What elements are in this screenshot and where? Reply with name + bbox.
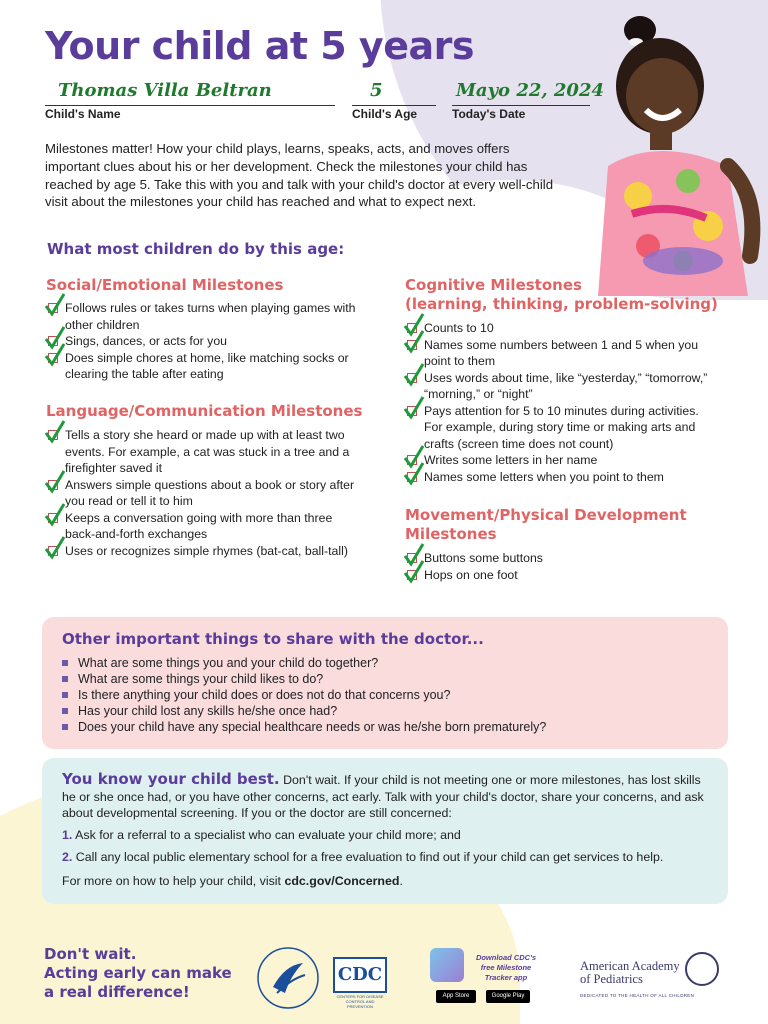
question-item: Has your child lost any skills he/she once had? xyxy=(62,703,546,719)
cognitive-title: Cognitive Milestones xyxy=(405,276,582,294)
cognitive-list xyxy=(405,320,710,485)
milestone-text: Writes some letters in her name xyxy=(424,453,598,467)
milestone-text: Counts to 10 xyxy=(424,321,494,335)
child-age-label: Child's Age xyxy=(352,107,418,121)
aap-logo-text xyxy=(580,960,680,986)
movement-list xyxy=(405,550,705,583)
page-title: Your child at 5 years xyxy=(45,24,474,68)
more-info-prefix: For more on how to help your child, visit xyxy=(62,874,285,888)
milestone-text: Follows rules or takes turns when playing games with other children xyxy=(65,301,356,332)
language-list xyxy=(46,427,364,559)
concerned-link[interactable]: cdc.gov/Concerned xyxy=(284,874,400,888)
milestone-item[interactable] xyxy=(46,350,356,383)
checkmark-icon xyxy=(44,535,66,561)
child-photo xyxy=(588,6,768,296)
dont-wait-slogan xyxy=(44,945,232,1002)
milestone-item[interactable] xyxy=(405,403,710,453)
milestone-tracker-app-icon[interactable] xyxy=(430,948,464,982)
milestone-text: Answers simple questions about a book or story after you read or tell it to him xyxy=(65,477,355,508)
child-age-line xyxy=(352,105,436,106)
aap-line-1: American Academy xyxy=(580,959,680,973)
milestone-text: Buttons some buttons xyxy=(424,551,543,565)
checkmark-icon xyxy=(403,559,425,585)
checkmark-icon xyxy=(403,362,425,388)
milestone-item[interactable] xyxy=(405,370,710,403)
cdc-logo xyxy=(333,957,387,993)
checkmark-icon xyxy=(44,292,66,318)
question-item: Does your child have any special healthcare needs or was he/she born prematurely? xyxy=(62,719,546,735)
step-1-number: 1. xyxy=(62,828,73,842)
more-info xyxy=(62,874,403,888)
milestone-text: Tells a story she heard or made up with at least two events. For example, a cat was stuck in a tree and a firefighter saved it xyxy=(65,428,350,475)
question-item: What are some things you and your child do together? xyxy=(62,655,546,671)
child-age-value[interactable]: 5 xyxy=(370,80,383,101)
know-body: Don't wait. If your child is not meeting one or more milestones, has lost skills he or she once had, or you have other concerns, act early. Talk with your child's doctor, share your concerns, and ask about developmental screening. If you or the doctor are still concerned: xyxy=(62,773,704,820)
know-paragraph xyxy=(62,771,712,822)
aap-tagline: DEDICATED TO THE HEALTH OF ALL CHILDREN xyxy=(580,993,695,998)
dont-wait-line-1: Don't wait. xyxy=(44,945,137,963)
cognitive-subtitle: (learning, thinking, problem-solving) xyxy=(405,294,718,313)
doctor-questions-heading: Other important things to share with the doctor... xyxy=(62,630,484,648)
child-name-line xyxy=(45,105,335,106)
milestone-item[interactable] xyxy=(405,320,710,337)
dont-wait-line-3: a real difference! xyxy=(44,983,190,1001)
app-store-badge[interactable]: App Store xyxy=(436,990,476,1003)
movement-heading: Movement/Physical Development Milestones xyxy=(405,506,687,543)
question-item: Is there anything your child does or does not do that concerns you? xyxy=(62,687,546,703)
social-heading: Social/Emotional Milestones xyxy=(46,276,284,294)
milestone-item[interactable] xyxy=(405,452,710,469)
today-date-value[interactable]: Mayo 22, 2024 xyxy=(456,80,604,101)
checkmark-icon xyxy=(403,461,425,487)
aap-seal-logo xyxy=(685,952,719,986)
milestone-text: Pays attention for 5 to 10 minutes during activities. For example, during story time or making arts and crafts (screen time does not count) xyxy=(424,403,699,451)
more-info-suffix: . xyxy=(399,874,403,888)
milestone-item[interactable] xyxy=(405,337,710,370)
milestone-text: Names some letters when you point to them xyxy=(424,469,664,484)
step-2-number: 2. xyxy=(62,850,73,864)
checkmark-icon xyxy=(44,469,66,495)
milestone-item[interactable] xyxy=(46,543,364,560)
social-list xyxy=(46,300,356,383)
milestone-text: Does simple chores at home, like matching socks or clearing the table after eating xyxy=(65,350,349,381)
doctor-questions-list xyxy=(62,655,546,735)
intro-paragraph: Milestones matter! How your child plays, learns, speaks, acts, and moves offers important clues about his or her development. Check the milestones your child has reached by age 5. Take this with you and talk with your child's doctor at every well-child visit about the milestones your child has reached and what to expect next. xyxy=(45,141,554,210)
aap-line-2: of Pediatrics xyxy=(580,972,643,986)
child-name-label: Child's Name xyxy=(45,107,121,121)
today-date-label: Today's Date xyxy=(452,107,526,121)
cdc-logo-text: CDC xyxy=(337,964,383,985)
milestone-text: Names some numbers between 1 and 5 when you point to them xyxy=(424,337,699,368)
milestone-item[interactable] xyxy=(405,567,705,584)
know-heading: You know your child best. xyxy=(62,770,280,788)
checkmark-icon xyxy=(44,342,66,368)
hhs-seal-logo xyxy=(255,945,321,1011)
checkmark-icon xyxy=(44,419,66,445)
child-name-value[interactable]: Thomas Villa Beltran xyxy=(58,80,272,101)
what-heading: What most children do by this age: xyxy=(47,240,345,258)
step-2-text: Call any local public elementary school for a free evaluation to find out if your child can get services to help. xyxy=(75,850,664,864)
milestone-text: Hops on one foot xyxy=(424,567,518,582)
checkmark-icon xyxy=(403,329,425,355)
app-line-2: free Milestone xyxy=(480,963,532,972)
app-line-3: Tracker app xyxy=(484,973,528,982)
milestone-item[interactable] xyxy=(46,510,364,543)
milestone-item[interactable] xyxy=(46,427,364,477)
milestone-item[interactable] xyxy=(46,300,356,333)
milestone-text: Keeps a conversation going with more than three back-and-forth exchanges xyxy=(65,510,333,541)
app-download-text xyxy=(470,953,542,983)
milestone-text: Uses words about time, like “yesterday,” “tomorrow,” “morning,” or “night” xyxy=(424,370,708,401)
app-line-1: Download CDC's xyxy=(475,953,537,962)
milestone-item[interactable] xyxy=(46,477,364,510)
milestone-item[interactable] xyxy=(46,333,356,350)
today-date-line xyxy=(452,105,590,106)
checkmark-icon xyxy=(403,395,425,421)
cdc-tagline: CENTERS FOR DISEASE CONTROL AND PREVENTION xyxy=(336,994,384,1009)
milestone-item[interactable] xyxy=(405,469,710,486)
question-item: What are some things your child likes to do? xyxy=(62,671,546,687)
step-2 xyxy=(62,850,663,864)
step-1-text: Ask for a referral to a specialist who can evaluate your child more; and xyxy=(75,828,461,842)
dont-wait-line-2: Acting early can make xyxy=(44,964,232,982)
checkmark-icon xyxy=(44,502,66,528)
cognitive-heading xyxy=(405,276,718,314)
milestone-text: Uses or recognizes simple rhymes (bat-cat, ball-tall) xyxy=(65,543,348,558)
google-play-badge[interactable]: Google Play xyxy=(486,990,530,1003)
milestone-item[interactable] xyxy=(405,550,705,567)
milestone-text: Sings, dances, or acts for you xyxy=(65,334,227,348)
step-1 xyxy=(62,828,461,842)
language-heading: Language/Communication Milestones xyxy=(46,402,363,420)
